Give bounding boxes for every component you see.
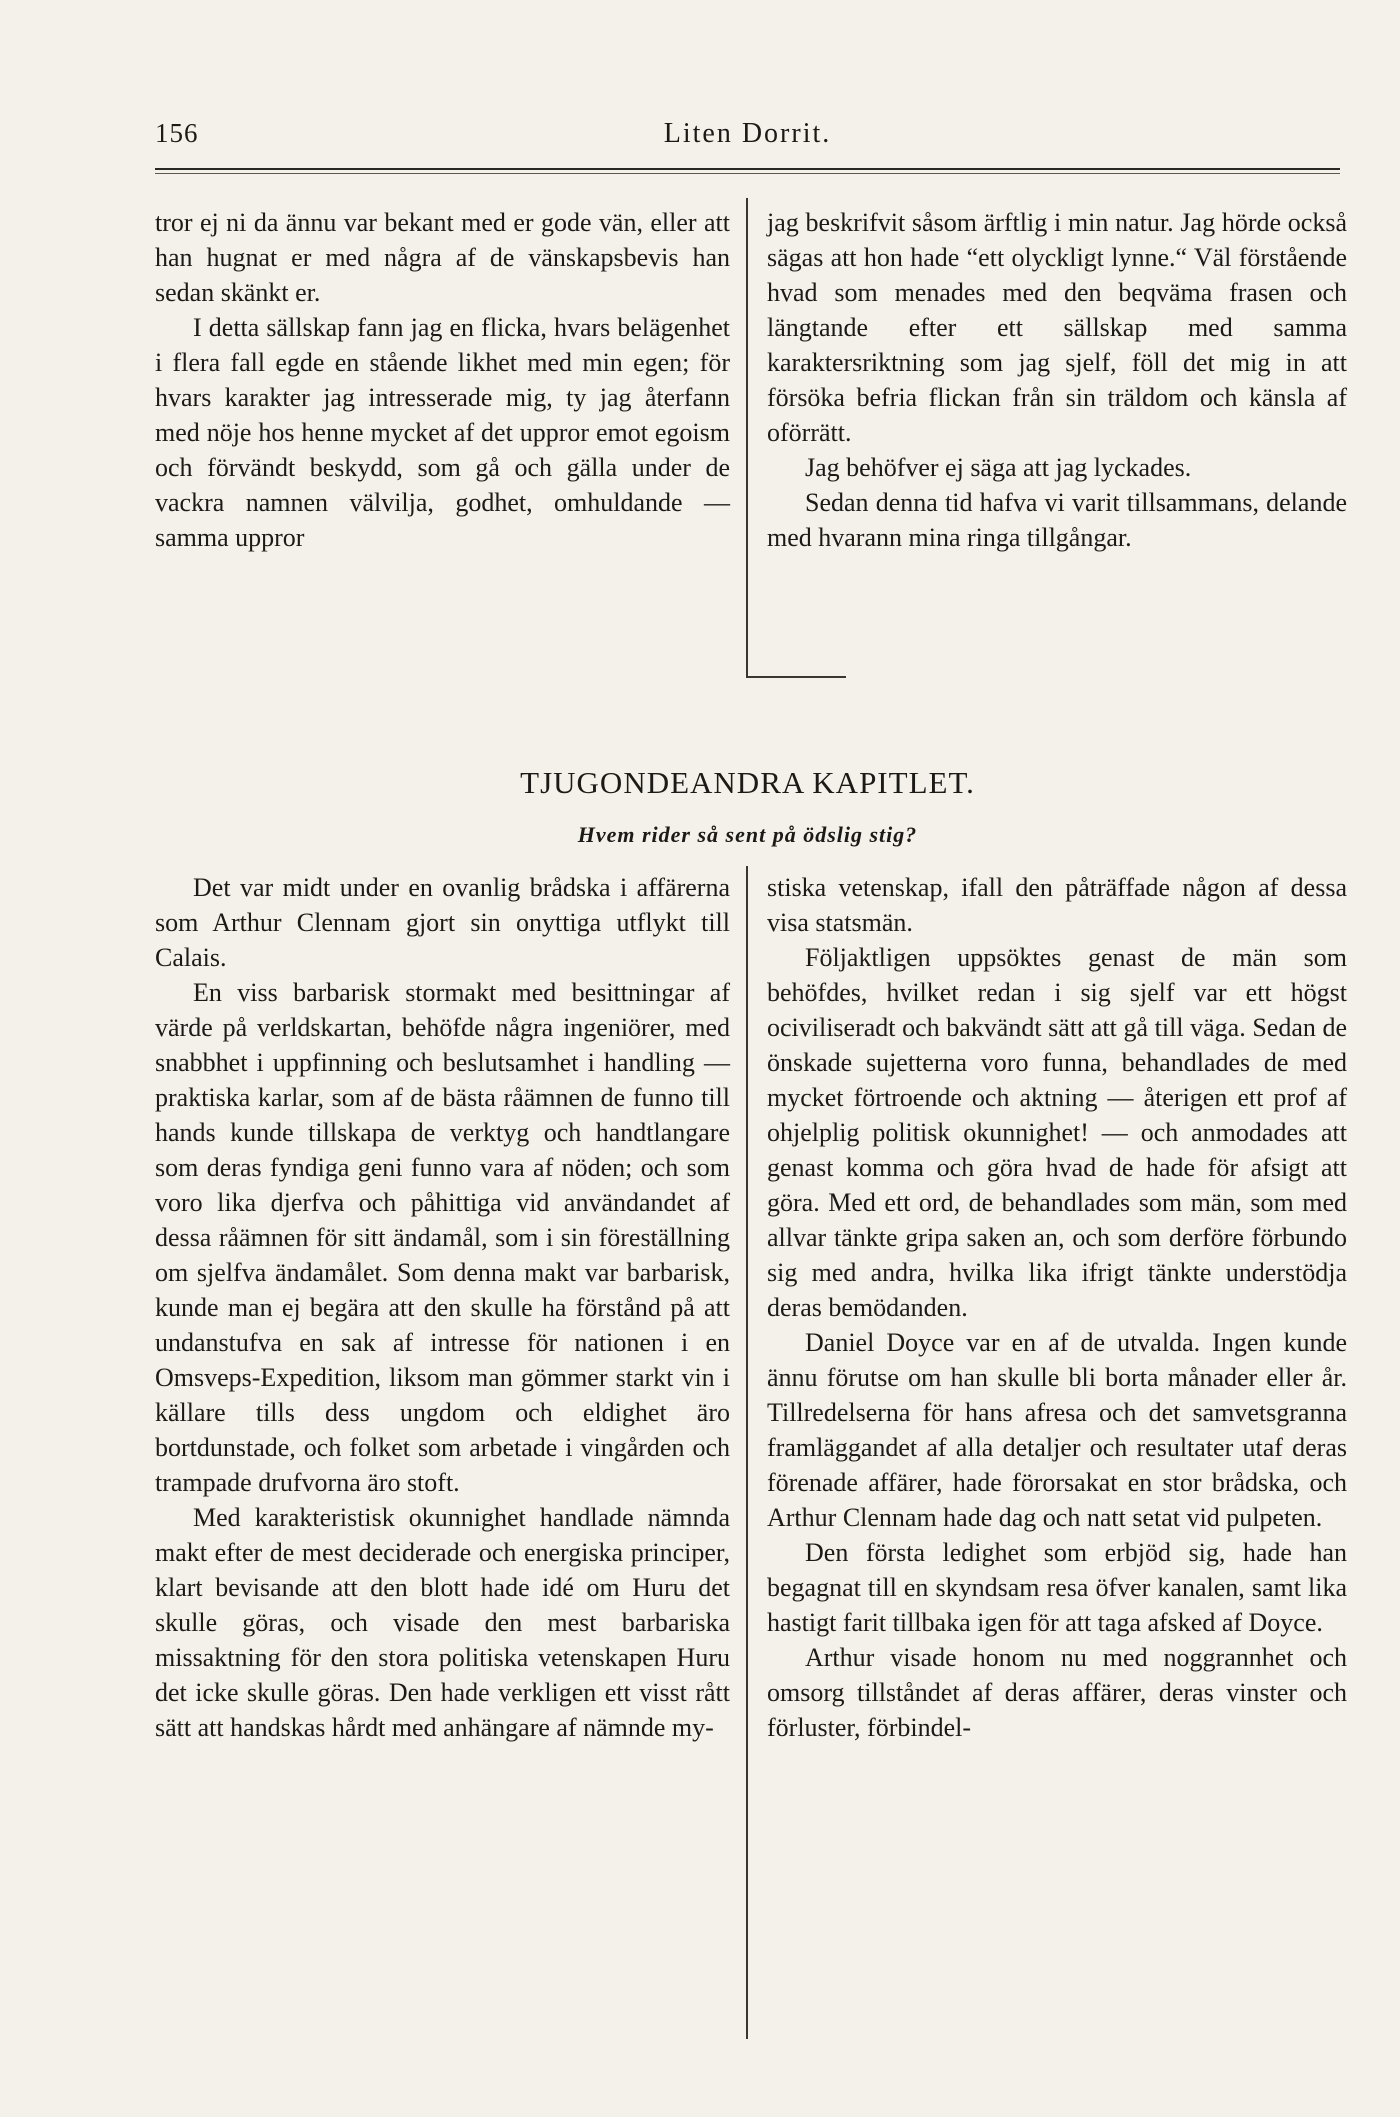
page-number: 156 [155,118,199,148]
chapter-subtitle: Hvem rider så sent på ödslig stig? [577,822,918,847]
column-divider-bottom [746,866,748,2039]
paragraph: Sedan denna tid hafva vi varit tillsammans, delande med hvarann mina ringa tillgångar. [767,488,1347,552]
paragraph: Det var midt under en ovanlig brådska i affärerna som Arthur Clennam gjort sin onyttiga utflykt till Calais. [155,873,730,972]
paragraph: Den första ledighet som erbjöd sig, hade han begagnat till en skyndsam resa öfver kanalen, samt lika hastigt farit tillbaka igen för att taga afsked af Doyce. [767,1538,1347,1637]
paragraph: Med karakteristisk okunnighet handlade nämnda makt efter de mest deciderade och energiska principer, klart bevisande att den blott hade idé om Huru det skulle göras, och visade den mest barbariska missaktning för den stora politiska vetenskapen Huru det icke skulle göras. Den hade verkligen ett visst rått sätt att handskas hårdt med anhängare af nämnde my- [155,1503,730,1742]
paragraph: Följaktligen uppsöktes genast de män som behöfdes, hvilket redan i sig sjelf var ett högst ociviliseradt och bakvändt sätt att gå till väga. Sedan de önskade sujetterna voro funna, behandlades de med mycket förtroende och aktning — återigen ett prof af ohjelplig politisk okunnighet! — och anmodades att genast komma och göra hvad de hade för afsigt att göra. Med ett ord, de behandlades som män, som med allvar tänkte gripa saken an, och som derföre förbundo sig med andra, hvilka lika ifrigt tänkte understödja deras bemödanden. [767,943,1347,1322]
column-left-top [155,205,730,555]
paragraph: Daniel Doyce var en af de utvalda. Ingen kunde ännu förutse om han skulle bli borta månader eller år. Tillredelserna för hans afresa och det samvetsgranna framläggandet af alla detaljer och resultater utaf deras förenade affärer, hade förorsakat en stor brådska, och Arthur Clennam hade dag och natt setat vid pulpeten. [767,1328,1347,1532]
header-rule-thin [155,173,1340,174]
header-rule [155,168,1340,170]
page-header [155,118,1340,158]
paragraph: stiska vetenskap, ifall den påträffade någon af dessa visa statsmän. [767,873,1347,937]
paragraph: En viss barbarisk stormakt med besittningar af värde på verldskartan, behöfde några ingeniörer, med snabbhet i uppfinning och beslutsamhet i handling — praktiska karlar, som af de bästa råämnen de funno till hands kunde tillskapa de verktyg och handtlangare som deras fyndiga geni funno vara af nöden; och som voro lika djerfva och påhittiga vid användandet af dessa råämnen för sitt ändamål, som i sin föreställning om sjelfva ändamålet. Som denna makt var barbarisk, kunde man ej begära att den skulle ha förstånd på att undanstufva en sak af intresse för nationen i en Omsveps-Expedition, liksom man gömmer starkt vin i källare tills dess ungdom och eldighet äro bortdunstade, och folket som arbetade i vingården och trampade drufvorna äro stoft. [155,978,730,1497]
running-title: Liten Dorrit. [663,118,832,149]
chapter-title: TJUGONDEANDRA KAPITLET. [520,765,975,800]
column-divider-top [746,198,748,676]
paragraph: I detta sällskap fann jag en flicka, hvars belägenhet i flera fall egde en stående likhet med min egen; för hvars karakter jag intresserade mig, ty jag återfann med nöje hos henne mycket af det uppror emot egoism och förvändt beskydd, som gå och gälla under de vackra namnen välvilja, godhet, omhuldande — samma uppror [155,313,730,552]
column-right-bottom [767,870,1347,1745]
column-right-top [767,205,1347,555]
paragraph: Arthur visade honom nu med noggrannhet och omsorg tillståndet af deras affärer, deras vinster och förluster, förbindel- [767,1643,1347,1742]
paragraph: tror ej ni da ännu var bekant med er gode vän, eller att han hugnat er med några af de vänskapsbevis han sedan skänkt er. [155,208,730,307]
column-left-bottom [155,870,730,1745]
section-end-rule [746,676,846,678]
paragraph: jag beskrifvit såsom ärftlig i min natur. Jag hörde också sägas att hon hade “ett olyckligt lynne.“ Väl förstående hvad som menades med den beqväma frasen och längtande efter ett sällskap med samma karaktersriktning som jag sjelf, föll det mig in att försöka befria flickan från sin träldom och känsla af oförrätt. [767,208,1347,447]
paragraph: Jag behöfver ej säga att jag lyckades. [805,453,1192,482]
